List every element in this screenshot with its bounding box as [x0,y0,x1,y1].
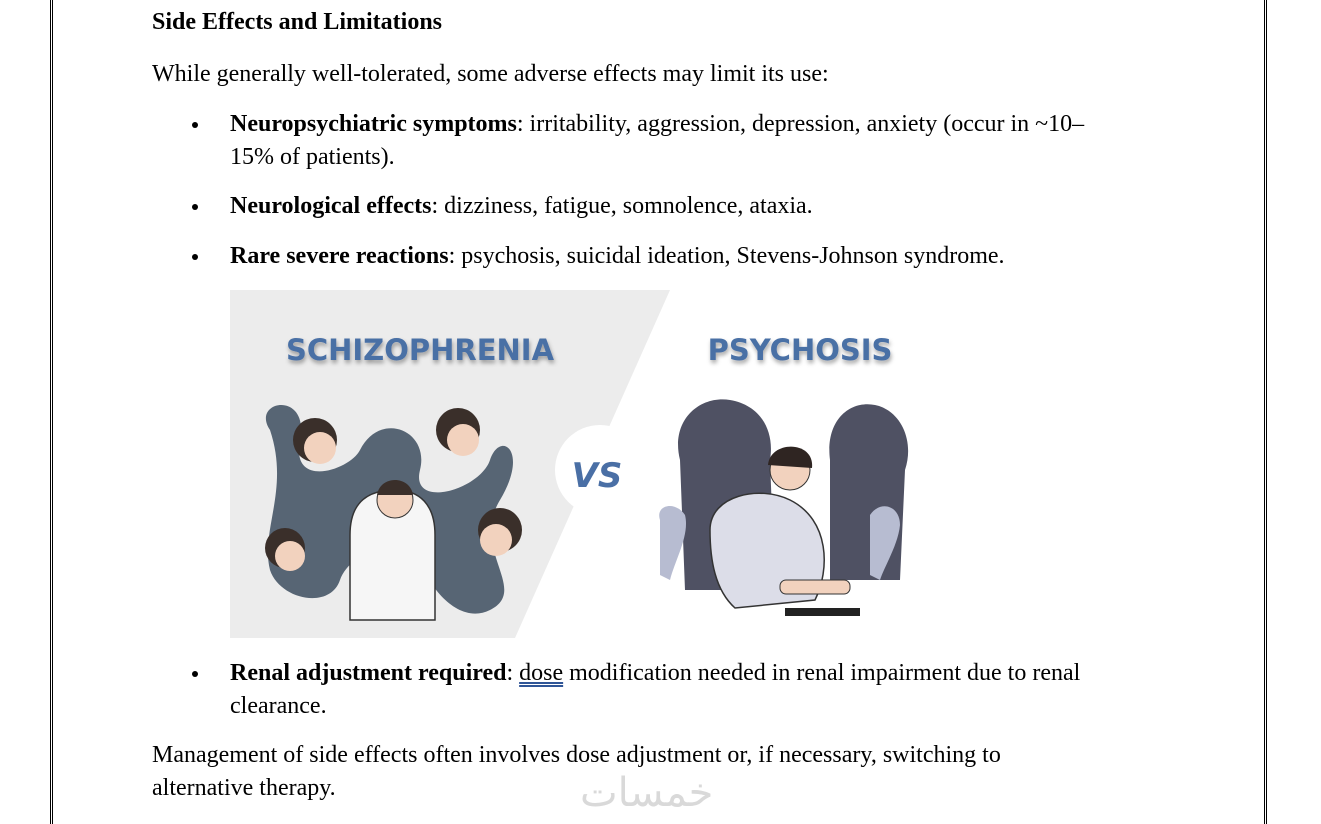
schizophrenia-vs-psychosis-image [230,290,930,638]
vs-label: VS [571,456,623,496]
bullet-term: Rare severe reactions [230,243,449,269]
ghost-small-left [659,506,686,580]
bullet-continuation: clearance. [230,693,327,719]
bullet-description: : dizziness, fatigue, somnolence, ataxia. [431,193,813,219]
bullet-marker [190,669,200,679]
bullet-marker [190,120,200,130]
bullet-description: : psychosis, suicidal ideation, Stevens-Johnson syndrome. [448,243,1005,269]
bullet-item-rare-reactions [230,240,1005,273]
bullet-marker [190,252,200,262]
bullet-item-neuropsychiatric [230,108,1084,141]
closing-paragraph-line-1: Management of side effects often involves dose adjustment or, if necessary, switching to [152,742,1001,768]
section-heading: Side Effects and Limitations [152,9,443,35]
bullet-description: modification needed in renal impairment due to renal [563,660,1081,686]
page-border-right [1264,0,1267,824]
bullet-description: : irritability, aggression, depression, anxiety (occur in ~10– [516,111,1085,137]
dose-link[interactable]: dose [519,660,564,686]
bullet-item-neurological [230,190,813,223]
psychosis-illustration [659,399,908,616]
bullet-marker [190,202,200,212]
bullet-term: Neurological effects [230,193,432,219]
page-border-left [50,0,53,824]
psychosis-label: PSYCHOSIS [707,333,893,367]
schizophrenia-label: SCHIZOPHRENIA [285,333,555,367]
bullet-colon: : [506,660,520,686]
bullet-continuation: 15% of patients). [230,144,395,170]
bullet-item-renal [230,657,1080,690]
bullet-term: Renal adjustment required [230,660,507,686]
ghost-right [829,404,908,580]
watermark-logo: خمسات [580,770,714,816]
bullet-term: Neuropsychiatric symptoms [230,111,517,137]
closing-paragraph-line-2: alternative therapy. [152,775,336,801]
intro-paragraph: While generally well-tolerated, some adverse effects may limit its use: [152,61,829,87]
